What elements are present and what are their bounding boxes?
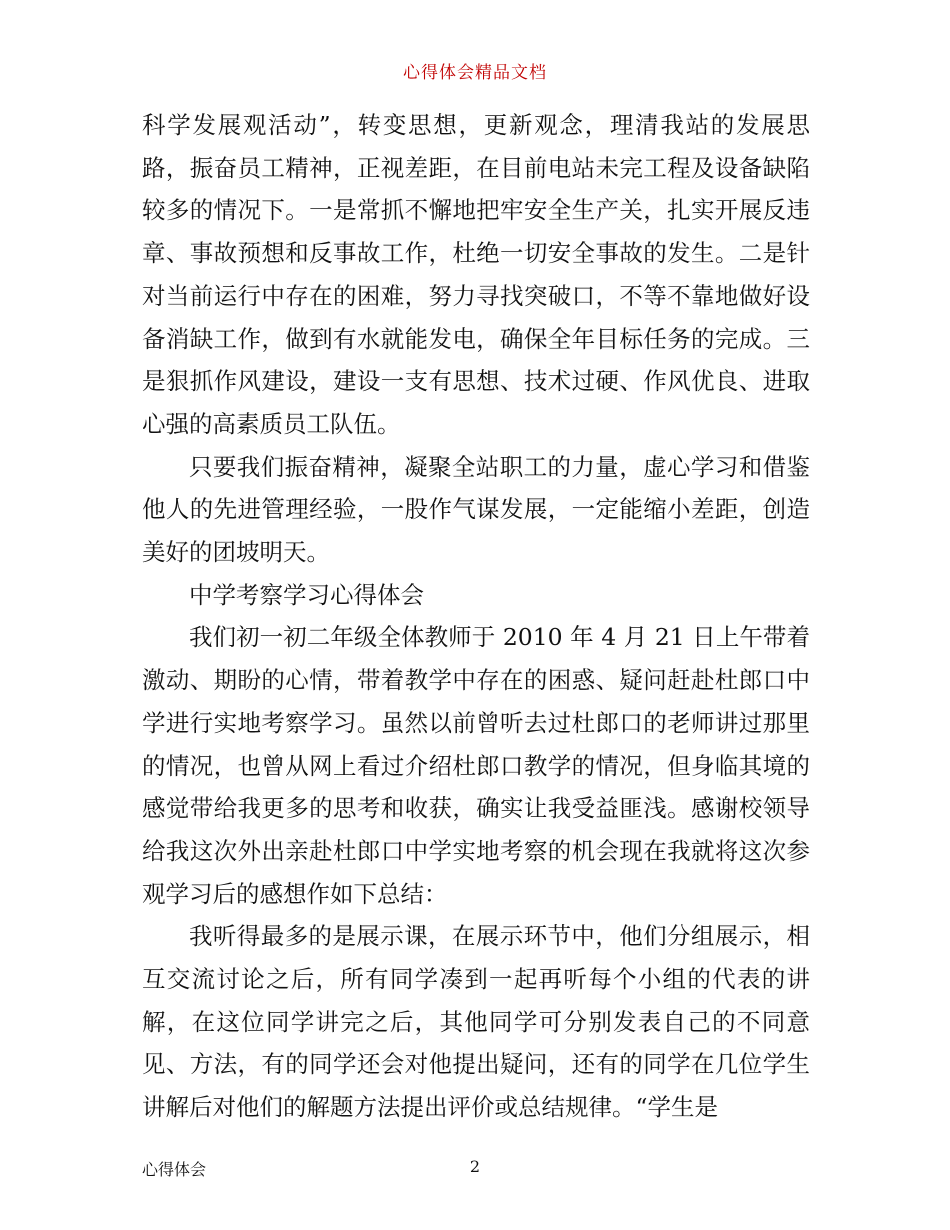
paragraph-intro: 我们初一初二年级全体教师于 2010 年 4 月 21 日上午带着激动、期盼的心情，带着教学中存在的困惑、疑问赶赴杜郎口中学进行实地考察学习。虽然以前曾听去过杜郎口的老师讲过那里的情况，也曾从网上看过介绍杜郎口教学的情况，但身临其境的感觉带给我更多的思考和收获，确实让我受益匪浅。感谢校领导给我这次外出亲赴杜郎口中学实地考察的机会现在我就将这次参观学习后的感想作如下总结：: [142, 623, 810, 908]
document-body: [142, 104, 810, 1129]
paragraph-observation: 我听得最多的是展示课，在展示环节中，他们分组展示，相互交流讨论之后，所有同学凑到一起再听每个小组的代表的讲解，在这位同学讲完之后，其他同学可分别发表自己的不同意见、方法，有的同学还会对他提出疑问，还有的同学在几位学生讲解后对他们的解题方法提出评价或总结规律。“学生是: [142, 922, 810, 1122]
footer-label: 心得体会: [142, 1160, 207, 1179]
paragraph-conclusion: 只要我们振奋精神，凝聚全站职工的力量，虚心学习和借鉴他人的先进管理经验，一股作气谋发展，一定能缩小差距，创造美好的团坡明天。: [142, 452, 810, 567]
page-number: 2: [469, 1157, 481, 1176]
document-header-title: 心得体会精品文档: [403, 63, 547, 83]
section-heading: 中学考察学习心得体会: [189, 580, 424, 609]
paragraph-continuation: 科学发展观活动”，转变思想，更新观念，理清我站的发展思路，振奋员工精神，正视差距，在目前电站未完工程及设备缺陷较多的情况下。一是常抓不懈地把牢安全生产关，扎实开展反违章、事故预想和反事故工作，杜绝一切安全事故的发生。二是针对当前运行中存在的困难，努力寻找突破口，不等不靠地做好设备消缺工作，做到有水就能发电，确保全年目标任务的完成。三是狠抓作风建设，建设一支有思想、技术过硬、作风优良、进取心强的高素质员工队伍。: [142, 111, 810, 438]
